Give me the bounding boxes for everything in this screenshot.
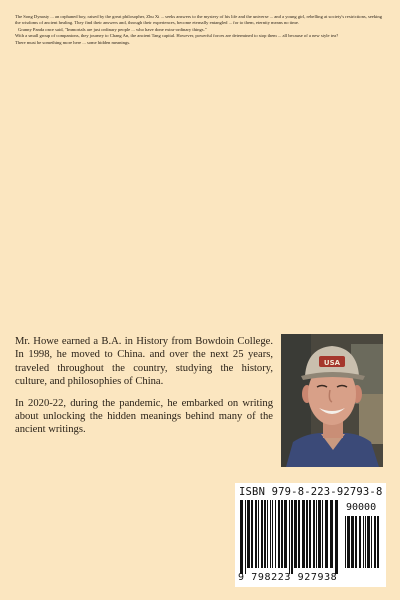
barcode-bar [240,500,243,574]
blurb-quote: Granny Panda once said, "Immortals are just ordinary people ... who have done extra-ordinary things." [18,26,207,32]
barcode-bar [289,500,290,574]
bio-paragraph: Mr. Howe earned a B.A. in History from Bowdoin College. In 1998, he moved to China. and over the next 25 years, traveled throughout the country, studying the history, culture, and philosophies of China. [15,336,273,388]
bio-paragraph: In 2020-22, during the pandemic, he embarked on writing about unlocking the hidden meanings behind many of the ancient writings. [15,397,273,436]
barcode-bar [284,500,287,568]
barcode-bar [251,500,253,568]
barcode-bar [367,516,370,568]
barcode-bar [347,516,350,568]
cap-logo-text: USA [323,359,341,367]
ean-digits: 9 798223 927938 [238,572,338,583]
barcode-bar [365,516,366,568]
barcode-bar [359,516,361,568]
isbn-barcode [235,483,386,587]
author-photo-image [281,334,383,467]
barcode-bar [325,500,328,568]
barcode-bar [291,500,293,574]
addon-barcode-bars [345,516,381,574]
barcode-bar [272,500,273,568]
blurb-paragraph: The Song Dynasty ... an orphaned boy, raised by the great philosopher, Zhu Xi ... seeks answers to the mystery of his life and the universe ... and a young girl, rebelling at society's restrictions, seeking the wisdoms of ancient healing. They find their answers and, through their experiences, become eternally entangled ... for to them, eternity means no time. [15,14,382,26]
barcode-bar [278,500,280,568]
barcode-bar [306,500,308,568]
price-code: 90000 [346,502,377,513]
barcode-bar [302,500,305,568]
barcode-bar [371,516,372,568]
barcode-bar [264,500,266,568]
barcode-bar [335,500,338,574]
isbn-label: ISBN 979-8-223-92793-8 [239,486,383,498]
barcode-bar [261,500,263,568]
barcode-bar [377,516,379,568]
barcode-bar [363,516,364,568]
barcode-bar [267,500,268,568]
barcode-bar [322,500,323,568]
barcode-bar [374,516,376,568]
blurb-paragraph: There must be something more here ... some hidden meanings. [15,39,131,45]
barcode-bar [330,500,333,568]
barcode-bar [313,500,315,568]
barcode-bar [255,500,257,568]
barcode-bar [351,516,354,568]
barcode-bar [247,500,250,568]
barcode-bar [345,516,346,568]
author-photo [281,334,383,467]
barcode-bar [275,500,276,568]
ean-barcode-bars [240,500,340,574]
barcode-bar [318,500,321,568]
back-cover-blurb [15,14,385,46]
barcode-bar [316,500,317,568]
barcode-bar [281,500,283,568]
barcode-bar [258,500,259,568]
blurb-paragraph: With a small group of companions, they journey to Chang An, the ancient Tang capital. However, powerful forces are determined to stop them ... all because of a new style tea? [15,33,339,39]
barcode-bar [298,500,300,568]
barcode-bar [309,500,311,568]
barcode-bar [270,500,271,568]
barcode-bar [245,500,246,574]
barcode-bar [294,500,297,568]
barcode-bar [355,516,357,568]
author-bio [15,335,273,445]
